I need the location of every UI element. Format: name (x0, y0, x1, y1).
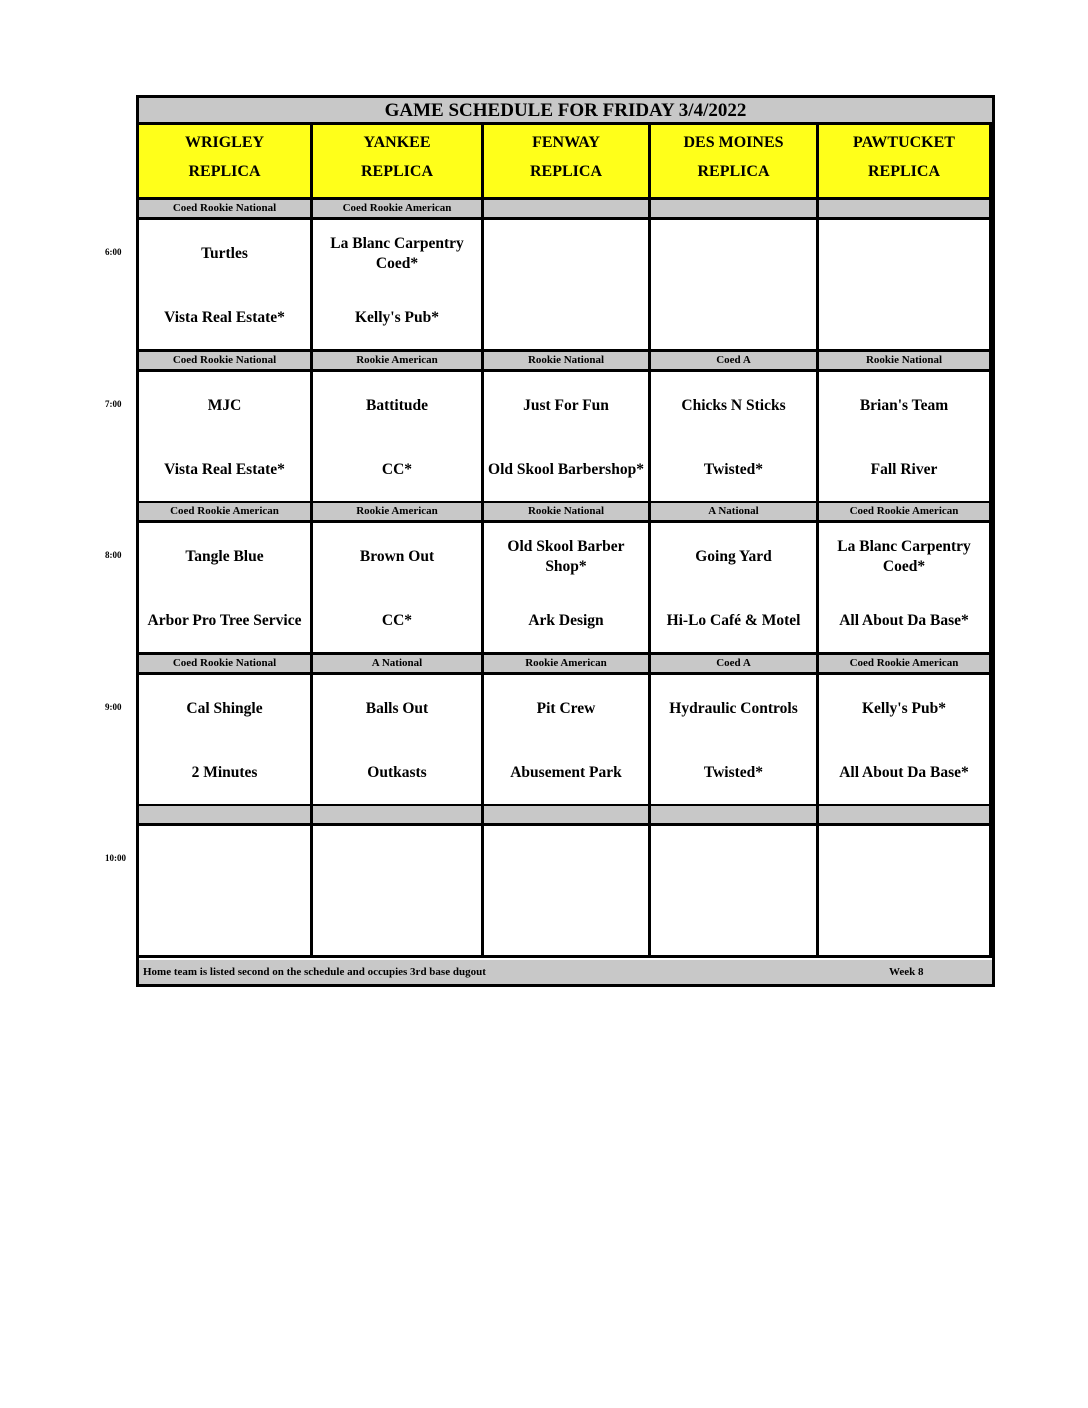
game-cell (819, 372, 992, 504)
division-label: Rookie National (484, 503, 651, 523)
game-cell (484, 220, 651, 352)
field-name: WRIGLEY (184, 134, 265, 151)
away-team (653, 232, 814, 276)
away-team: Going Yard (695, 548, 772, 565)
division-label: Coed Rookie National (139, 200, 313, 220)
field-name: FENWAY (532, 134, 600, 151)
home-team: CC* (381, 612, 413, 629)
field-header (819, 125, 992, 200)
game-cell (313, 826, 484, 958)
division-label (819, 200, 992, 220)
division-label: Rookie National (819, 352, 992, 372)
field-subtitle: REPLICA (188, 163, 261, 180)
field-header (313, 125, 484, 200)
home-team: Ark Design (528, 612, 604, 629)
field-subtitle: REPLICA (529, 163, 602, 180)
schedule-title: GAME SCHEDULE FOR FRIDAY 3/4/2022 (139, 98, 992, 125)
game-cell (819, 220, 992, 352)
game-cell (139, 220, 313, 352)
field-header (139, 125, 313, 200)
division-label (139, 806, 313, 826)
division-label: Coed A (651, 352, 819, 372)
schedule-table (136, 95, 995, 987)
away-team: Battitude (366, 397, 428, 414)
game-cell (139, 372, 313, 504)
division-label (651, 200, 819, 220)
game-cell (313, 220, 484, 352)
home-team: CC* (381, 461, 413, 478)
away-team: La Blanc Carpentry Coed* (330, 235, 464, 272)
home-team: Old Skool Barbershop* (488, 461, 644, 478)
away-team: MJC (207, 397, 242, 414)
game-cell (313, 372, 484, 504)
division-label: Coed A (651, 655, 819, 675)
away-team (141, 838, 308, 882)
away-team: Just For Fun (523, 397, 609, 414)
division-label: A National (313, 655, 484, 675)
away-team: Balls Out (365, 700, 429, 717)
division-label (819, 806, 992, 826)
game-cell (313, 523, 484, 655)
away-team (821, 232, 987, 276)
away-team: La Blanc Carpentry Coed* (837, 538, 971, 575)
division-label: Rookie National (484, 352, 651, 372)
division-label: Rookie American (313, 352, 484, 372)
away-team (821, 838, 987, 882)
away-team: Brian's Team (859, 397, 949, 414)
game-cell (819, 826, 992, 958)
away-team (486, 838, 646, 882)
game-cell (139, 523, 313, 655)
home-team: 2 Minutes (191, 764, 258, 781)
division-label: Coed Rookie American (313, 200, 484, 220)
game-cell (484, 523, 651, 655)
game-cell (139, 826, 313, 958)
home-team: Vista Real Estate* (164, 461, 285, 478)
week-label: Week 8 (889, 966, 924, 978)
division-label: A National (651, 503, 819, 523)
home-team: Outkasts (367, 764, 427, 781)
away-team: Pit Crew (536, 700, 596, 717)
division-label: Coed Rookie National (139, 655, 313, 675)
home-team: Hi-Lo Café & Motel (666, 612, 801, 629)
division-label: Rookie American (313, 503, 484, 523)
field-header (484, 125, 651, 200)
home-team: Arbor Pro Tree Service (147, 612, 302, 629)
division-label: Rookie American (484, 655, 651, 675)
home-team: All About Da Base* (839, 612, 969, 629)
home-team: Kelly's Pub* (355, 309, 439, 326)
game-cell (651, 826, 819, 958)
field-name: PAWTUCKET (853, 134, 955, 151)
game-cell (484, 372, 651, 504)
home-team: Twisted* (703, 461, 764, 478)
away-team (315, 838, 479, 882)
time-label: 8:00 (105, 550, 122, 560)
division-label: Coed Rookie National (139, 352, 313, 372)
division-label (484, 200, 651, 220)
game-cell (139, 675, 313, 807)
game-cell (651, 675, 819, 807)
field-subtitle: REPLICA (360, 163, 433, 180)
away-team: Old Skool Barber Shop* (507, 538, 625, 575)
game-cell (484, 826, 651, 958)
division-label: Coed Rookie American (819, 503, 992, 523)
away-team: Cal Shingle (186, 700, 263, 717)
game-cell (651, 372, 819, 504)
game-cell (819, 675, 992, 807)
home-team: Vista Real Estate* (164, 309, 285, 326)
game-cell (819, 523, 992, 655)
game-cell (484, 675, 651, 807)
away-team: Turtles (201, 245, 248, 262)
home-team: Abusement Park (510, 764, 622, 781)
field-subtitle: REPLICA (697, 163, 770, 180)
home-team: Fall River (870, 461, 938, 478)
away-team: Chicks N Sticks (681, 397, 786, 414)
footer-note: Home team is listed second on the schedule and occupies 3rd base dugout (143, 966, 486, 978)
home-team: Twisted* (703, 764, 764, 781)
away-team: Hydraulic Controls (669, 700, 798, 717)
division-label: Coed Rookie American (819, 655, 992, 675)
field-subtitle: REPLICA (867, 163, 940, 180)
time-label: 7:00 (105, 399, 122, 409)
schedule-footer (139, 960, 992, 984)
field-name: YANKEE (363, 134, 431, 151)
away-team (653, 838, 814, 882)
field-header (651, 125, 819, 200)
game-cell (313, 675, 484, 807)
away-team: Tangle Blue (185, 548, 264, 565)
game-cell (651, 220, 819, 352)
game-cell (651, 523, 819, 655)
time-label: 6:00 (105, 247, 122, 257)
division-label (651, 806, 819, 826)
time-label: 10:00 (105, 853, 126, 863)
home-team: All About Da Base* (839, 764, 969, 781)
division-label (484, 806, 651, 826)
away-team (486, 232, 646, 276)
division-label (313, 806, 484, 826)
field-name: DES MOINES (683, 134, 784, 151)
division-label: Coed Rookie American (139, 503, 313, 523)
away-team: Kelly's Pub* (862, 700, 946, 717)
away-team: Brown Out (359, 548, 435, 565)
time-label: 9:00 (105, 702, 122, 712)
